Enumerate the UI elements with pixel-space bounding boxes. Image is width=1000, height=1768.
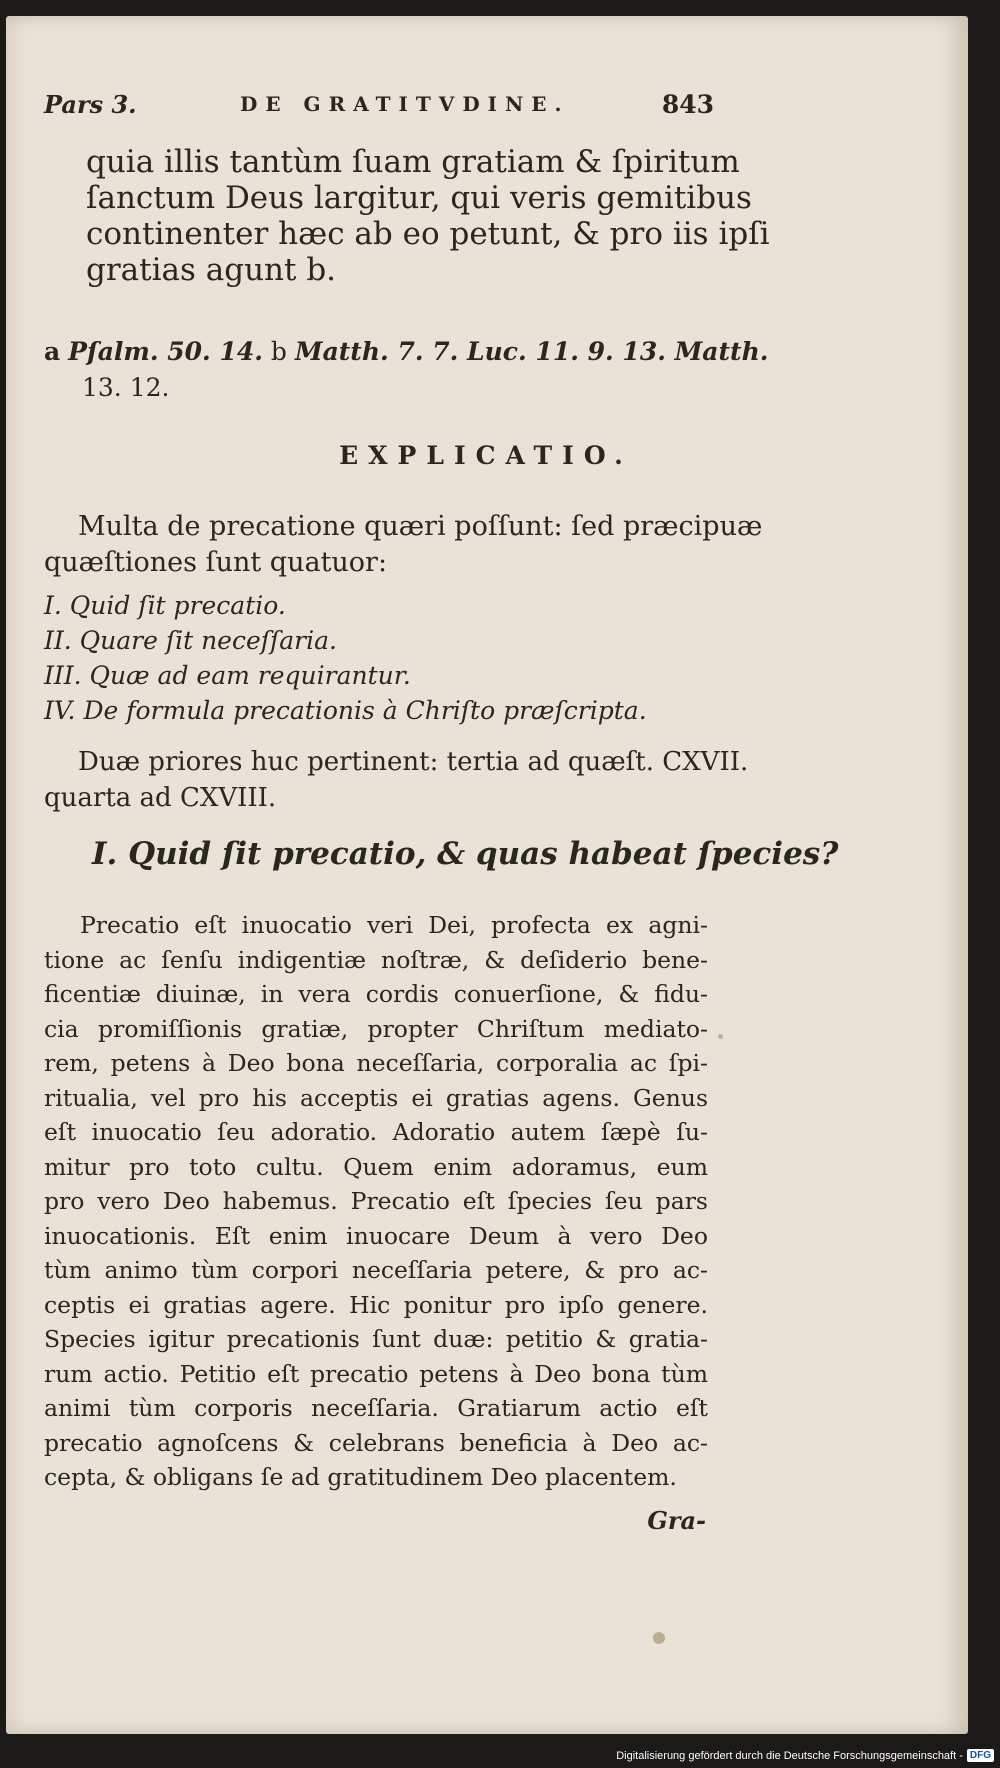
running-head-part: Pars 3. <box>44 90 137 119</box>
footnote-marker: a <box>44 337 61 366</box>
intro-line: Multa de precatione quæri poſſunt: ſed præcipuæ <box>78 511 763 542</box>
page-number: 843 <box>661 90 714 119</box>
question-item: IV. De formula precationis à Chriſto præſcripta. <box>44 696 647 725</box>
section-heading: I. Quid ſit precatio, & quas habeat ſpecies? <box>92 836 839 872</box>
reference-line <box>44 334 769 370</box>
dfg-logo: DFG <box>967 1749 994 1762</box>
body-line: animi tùm corporis neceſſaria. Gratiarum actio eſt <box>44 1394 708 1422</box>
body-line: tùm animo tùm corpori neceſſaria petere, & pro ac- <box>44 1256 708 1284</box>
summary-paragraph <box>44 744 749 816</box>
body-line: cia promiſſionis gratiæ, propter Chriſtum mediato- <box>44 1014 708 1043</box>
question-item: I. Quid ſit precatio. <box>44 591 286 620</box>
body-line: pro vero Deo habemus. Precatio eſt ſpecies ſeu pars <box>44 1187 708 1215</box>
answer-line: continenter hæc ab eo petunt, & pro iis ipſi <box>86 216 770 252</box>
running-head <box>44 90 714 130</box>
answer-line: quia illis tantùm ſuam gratiam & ſpiritum <box>86 144 740 180</box>
reference-citation: Pſalm. 50. 14. <box>68 337 263 366</box>
question-item: III. Quæ ad eam requirantur. <box>44 661 411 690</box>
footnote-marker: b <box>270 337 287 366</box>
body-line: ceptis ei gratias agere. Hic ponitur pro ipſo genere. <box>44 1290 708 1319</box>
summary-line: quarta ad CXVIII. <box>44 783 277 813</box>
paper-stain <box>653 1632 665 1644</box>
answer-line: ſanctum Deus largitur, qui veris gemitibus <box>86 180 752 216</box>
paper-stain <box>718 1034 723 1039</box>
body-line: Precatio eſt inuocatio veri Dei, profecta ex agni- <box>80 911 708 939</box>
body-paragraph <box>44 908 708 1495</box>
body-line: rem, petens à Deo bona neceſſaria, corporalia ac ſpi- <box>44 1049 708 1077</box>
body-line: precatio agnoſcens & celebrans beneficia à Deo ac- <box>44 1428 708 1457</box>
summary-line: Duæ priores huc pertinent: tertia ad quæſt. CXVII. <box>78 747 749 777</box>
intro-line: quæſtiones ſunt quatuor: <box>44 547 388 578</box>
body-line: cepta, & obligans ſe ad gratitudinem Deo placentem. <box>44 1463 677 1491</box>
question-item: II. Quare ſit neceſſaria. <box>44 626 337 655</box>
body-line: Species igitur precationis ſunt duæ: petitio & gratia- <box>44 1325 708 1353</box>
body-line: rum actio. Petitio eſt precatio petens à Deo bona tùm <box>44 1359 708 1388</box>
book-page <box>6 16 968 1734</box>
reference-citation: Matth. 7. 7. Luc. 11. 9. 13. Matth. <box>294 337 769 366</box>
body-line: ritualia, vel pro his acceptis ei gratias agens. Genus <box>44 1083 708 1112</box>
running-head-title: DE GRATITVDINE. <box>240 92 570 116</box>
scripture-references <box>44 334 769 406</box>
body-line: inuocationis. Eſt enim inuocare Deum à vero Deo <box>44 1221 708 1250</box>
explicatio-heading: EXPLICATIO. <box>339 441 633 470</box>
credit-text: Digitalisierung gefördert durch die Deutsche Forschungsgemeinschaft - <box>616 1749 963 1762</box>
body-line: tione ac ſenſu indigentiæ noſtræ, & deſiderio bene- <box>44 945 708 974</box>
digitization-credit <box>616 1749 994 1762</box>
answer-text <box>86 144 770 288</box>
body-line: eſt inuocatio ſeu adoratio. Adoratio autem ſæpè ſu- <box>44 1118 708 1146</box>
body-line: ficentiæ diuinæ, in vera cordis conuerſione, & fidu- <box>44 980 708 1008</box>
body-line: mitur pro toto cultu. Quem enim adoramus, eum <box>44 1152 708 1181</box>
answer-line: gratias agunt b. <box>86 252 337 288</box>
reference-line: 13. 12. <box>82 373 170 402</box>
intro-paragraph <box>44 509 763 581</box>
catchword: Gra- <box>647 1506 706 1535</box>
question-list <box>44 588 734 728</box>
